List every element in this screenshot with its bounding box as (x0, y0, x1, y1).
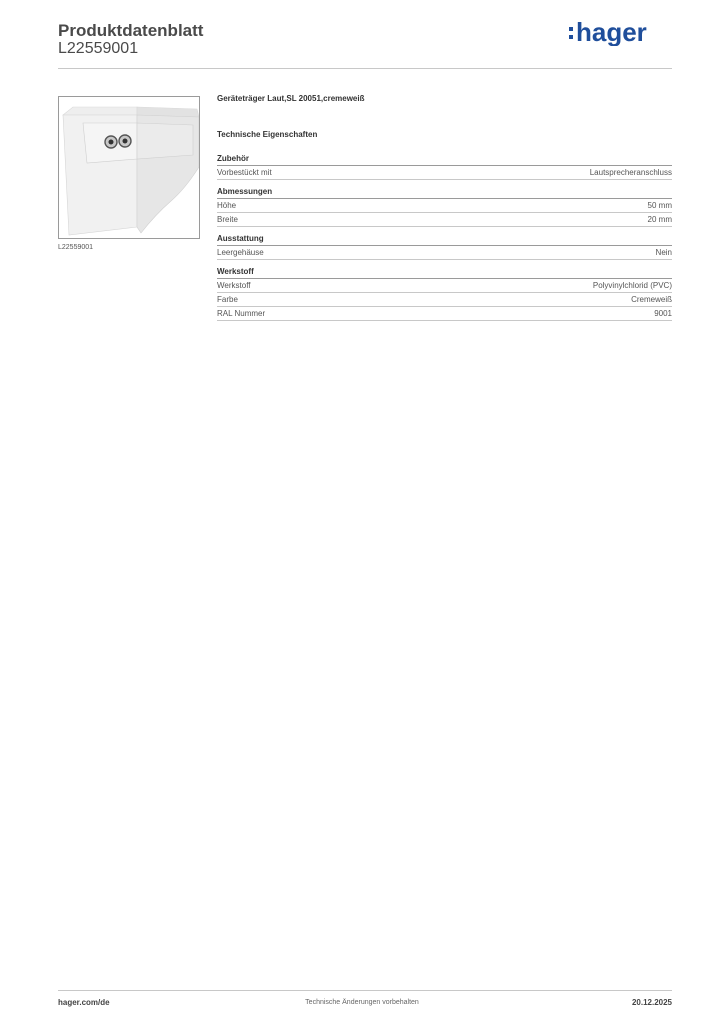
spec-row (217, 293, 672, 307)
group-ausstattung (217, 234, 672, 260)
page-title: Produktdatenblatt (58, 21, 204, 40)
spec-label: Breite (217, 215, 238, 224)
spec-label: Werkstoff (217, 281, 251, 290)
logo-text: hager (576, 17, 647, 46)
spec-row (217, 307, 672, 321)
spec-label: Farbe (217, 295, 238, 304)
product-name: Geräteträger Laut,SL 20051,cremeweiß (217, 94, 365, 103)
product-code: L22559001 (58, 40, 139, 57)
group-title: Abmessungen (217, 187, 672, 199)
product-image (58, 96, 200, 239)
spec-value: 9001 (654, 309, 672, 318)
spec-label: RAL Nummer (217, 309, 266, 318)
footer-date: 20.12.2025 (631, 998, 672, 1007)
spec-label: Leergehäuse (217, 248, 264, 257)
section-heading: Technische Eigenschaften (217, 130, 318, 139)
spec-row (217, 199, 672, 213)
spec-value: Polyvinylchlorid (PVC) (592, 281, 672, 290)
spec-row (217, 246, 672, 260)
footer-divider (58, 990, 672, 991)
group-title: Zubehör (217, 154, 672, 166)
spec-value: Nein (655, 248, 672, 257)
group-title: Ausstattung (217, 234, 672, 246)
spec-row (217, 213, 672, 227)
group-abmessungen (217, 187, 672, 227)
spec-label: Höhe (217, 201, 237, 210)
spec-value: Cremeweiß (631, 295, 672, 304)
product-details (217, 94, 672, 328)
footer-disclaimer: Technische Änderungen vorbehalten (305, 999, 419, 1006)
spec-value: 20 mm (647, 215, 672, 224)
image-caption: L22559001 (58, 244, 94, 251)
group-zubehoer (217, 154, 672, 180)
spec-label: Vorbestückt mit (217, 168, 272, 177)
header-divider (58, 68, 672, 69)
spec-row (217, 279, 672, 293)
spec-value: 50 mm (647, 201, 672, 210)
hager-logo (568, 16, 658, 46)
group-werkstoff (217, 267, 672, 321)
group-title: Werkstoff (217, 267, 672, 279)
footer-website-link[interactable]: hager.com/de (58, 998, 110, 1007)
spec-row (217, 166, 672, 180)
spec-value: Lautsprecheranschluss (589, 168, 672, 177)
